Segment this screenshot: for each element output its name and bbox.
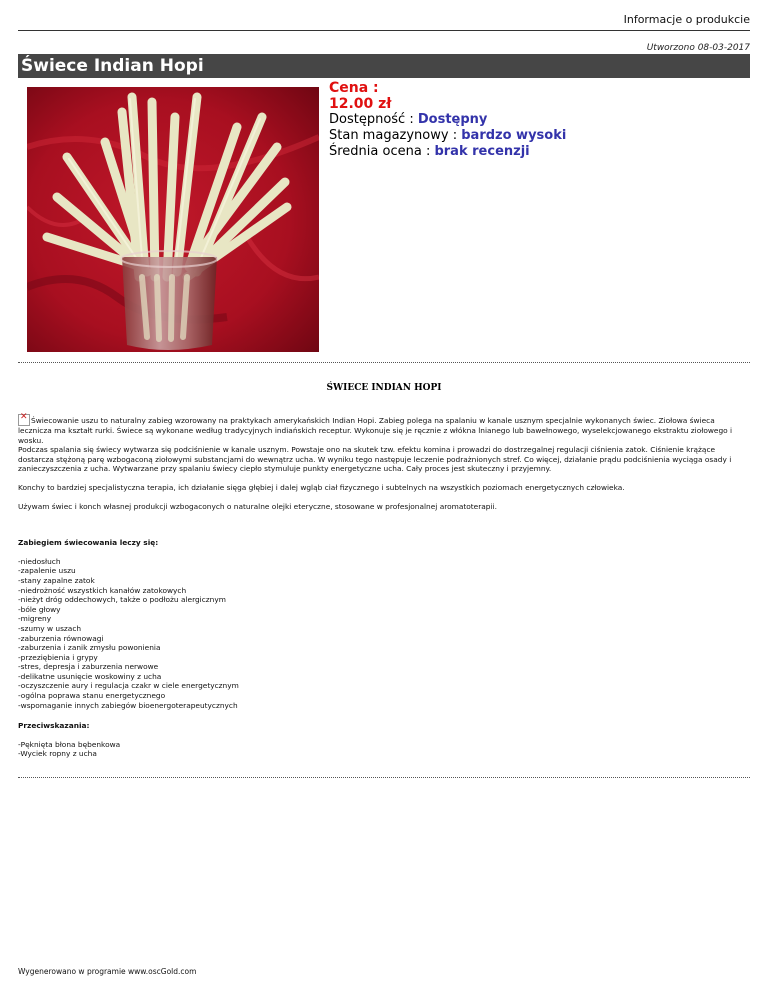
stock-value: bardzo wysoki: [461, 128, 567, 143]
description-oils: Używam świec i konch własnej produkcji wzbogaconych o naturalne olejki eteryczne, stosowane w profesjonalnej aromatoterapii.: [18, 501, 497, 511]
rating-value: brak recenzji: [434, 144, 530, 159]
product-description: [18, 414, 750, 759]
price-value: 12.00 zł: [329, 96, 392, 112]
product-info: [329, 80, 566, 160]
price-label: Cena :: [329, 80, 379, 96]
availability-row: [329, 112, 566, 128]
list-item: -szumy w uszach: [18, 623, 82, 633]
list-item: -stres, depresja i zaburzenia nerwowe: [18, 662, 159, 672]
description-title: ŚWIECE INDIAN HOPI: [326, 383, 442, 393]
rating-label: Średnia ocena :: [329, 144, 431, 159]
broken-image-icon: [18, 414, 30, 426]
list-item: -ogólna poprawa stanu energetycznego: [18, 691, 166, 701]
divider-bottom: [18, 777, 750, 778]
availability-label: Dostępność :: [329, 112, 414, 127]
product-image: [27, 87, 319, 352]
availability-value: Dostępny: [417, 112, 488, 127]
list-item: -zaburzenia równowagi: [18, 633, 104, 643]
stock-label: Stan magazynowy :: [329, 128, 458, 143]
list-item: -oczyszczenie aury i regulacja czakr w ciele energetycznym: [18, 681, 239, 691]
product-title: Świece Indian Hopi: [21, 56, 204, 76]
list-item: -nieżyt dróg oddechowych, także o podłożu alergicznym: [18, 595, 226, 605]
treats-heading: Zabiegiem świecowania leczy się:: [18, 538, 159, 548]
description-konchy: Konchy to bardziej specjalistyczna terapia, ich działanie sięga głębiej i dalej wgląb ciał fizycznego i subtelnych na wszystkich poziomach energetycznych człowieka.: [18, 482, 625, 492]
footer-note: Wygenerowano w programie www.oscGold.com: [18, 967, 197, 976]
list-item: -bóle głowy: [18, 604, 61, 614]
created-date: Utworzono 08-03-2017: [646, 43, 750, 53]
product-title-bar: [18, 54, 750, 78]
list-item: -zaburzenia i zanik zmysłu powonienia: [18, 643, 161, 653]
treats-list: [18, 557, 750, 711]
list-item: -delikatne usunięcie woskowiny z ucha: [18, 671, 162, 681]
contra-heading: Przeciwskazania:: [18, 721, 90, 731]
stock-row: [329, 128, 566, 144]
description-intro: ✕Świecowanie uszu to naturalny zabieg wzorowany na praktykach amerykańskich Indian Hopi. Zabieg polega na spalaniu w kanale usznym specjalnie wykonanych świec. Ziołowa świeca lecznicza ma kształt rurki. Świece są wykonane według tradycyjnych indiańskich receptur. Wykonuje się je ręcznie z włókna lnianego lub bawełnowego, wyselekcjowanego ekstraktu ziołowego i wosku. Podczas spalania się świecy wytwarza się podciśnienie w kanale usznym. Powstaje ono na skutek tzw. efektu komina i prowadzi do dostrzegalnej regulacji ciśnienia zatok. Ciśnienie krążące dostarcza stężoną parę wzbogaconą ziołowymi substancjami do wewnątrz ucha. W wyniku tego następuje leczenie podrażnionych stref. Co więcej, działanie prądu podciśnienia wyciąga osady i zanieczyszczenia z ucha. Wytwarzane przy spalaniu świecy ciepło stymuluje punkty energetyczne ucha. Cały proces jest skuteczny i przyjemny.: [18, 414, 750, 474]
list-item: -migreny: [18, 614, 52, 624]
list-item: -niedrożność wszystkich kanałów zatokowych: [18, 585, 187, 595]
page-header: [18, 14, 750, 31]
list-item: -zapalenie uszu: [18, 566, 76, 576]
contra-list: [18, 740, 750, 759]
rating-row: [329, 144, 566, 160]
list-item: -Pęknięta błona bębenkowa: [18, 739, 121, 749]
list-item: -Wyciek ropny z ucha: [18, 749, 97, 759]
header-title: Informacje o produkcie: [623, 13, 750, 26]
divider-top: [18, 362, 750, 363]
list-item: -stany zapalne zatok: [18, 575, 95, 585]
list-item: -wspomaganie innych zabiegów bioenergoterapeutycznych: [18, 700, 238, 710]
list-item: -przeziębienia i grypy: [18, 652, 98, 662]
list-item: -niedosłuch: [18, 556, 61, 566]
